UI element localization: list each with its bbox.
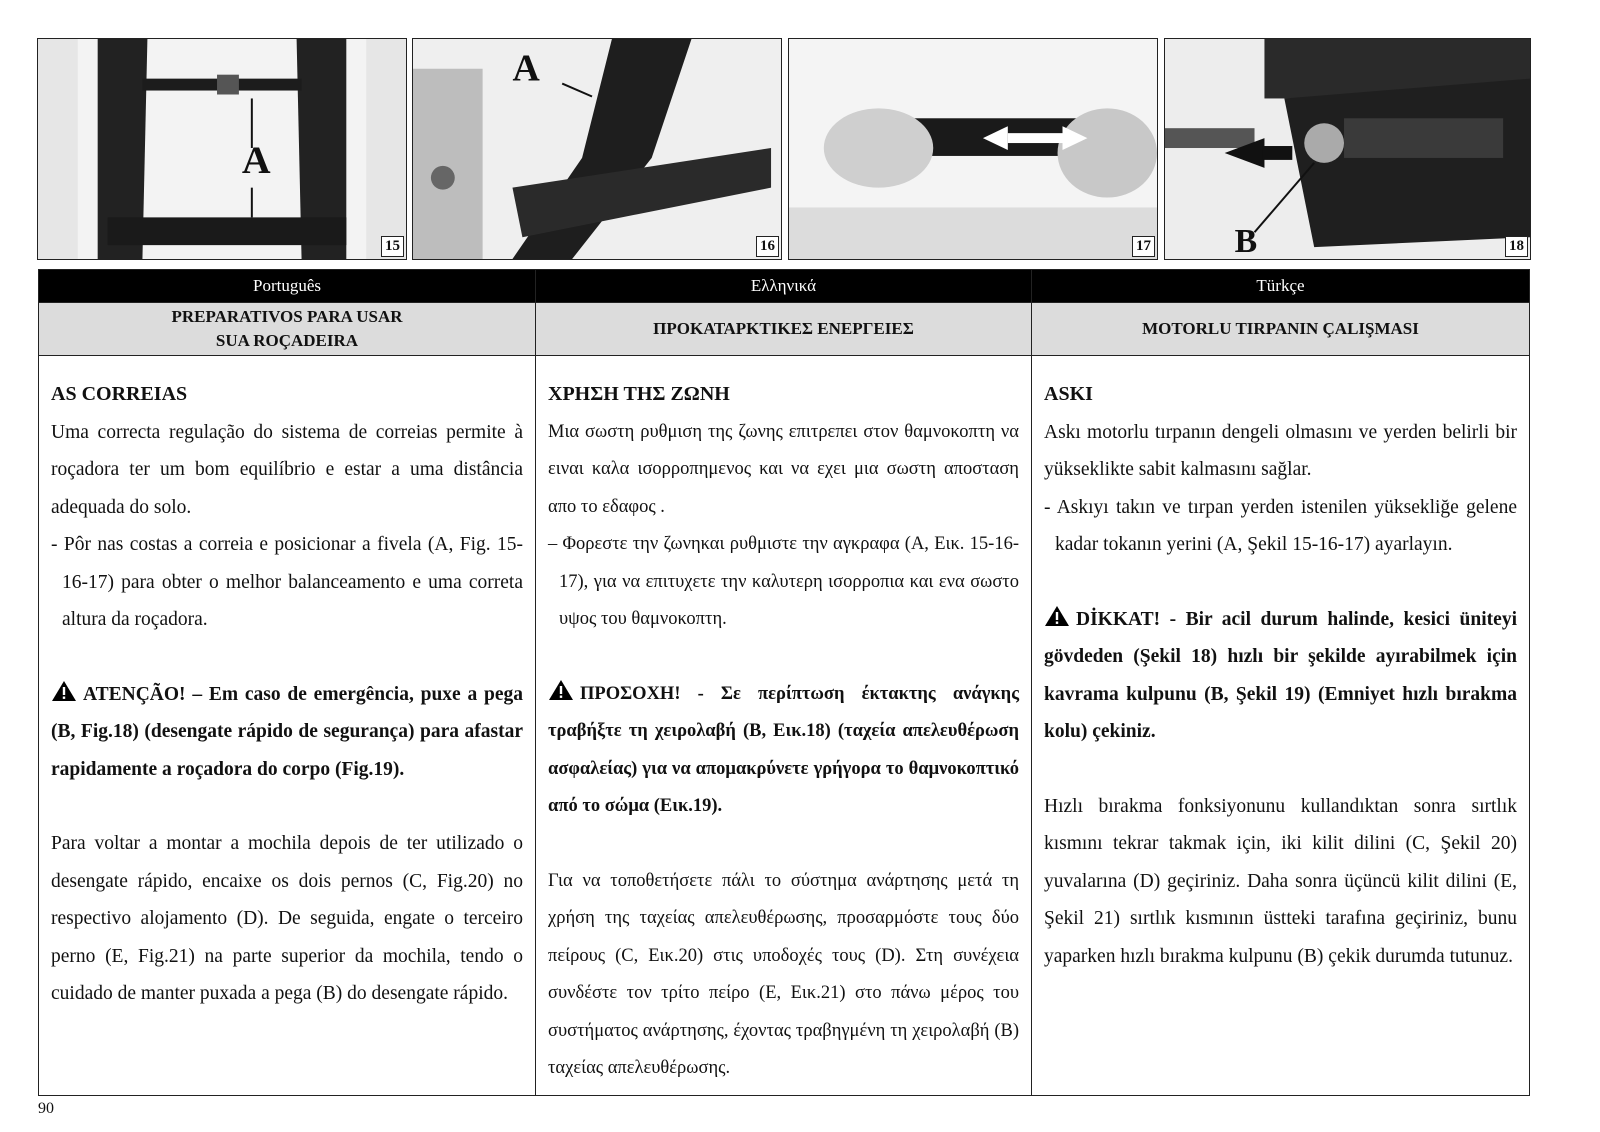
figure-18-label: B <box>1234 223 1258 259</box>
warning-text: ΠΡΟΣΟΧΗ! - Σε περίπτωση έκτακτης ανάγκης τραβήξτε τη χειρολαβή (Β, Εικ.18) (ταχεία απελευθέρωση ασφαλείας) για να απομακρύνετε γρήγορα το θαμνοκοπτικό από το σώμα (Εικ.19). <box>548 676 1019 826</box>
warning-icon <box>1044 605 1070 627</box>
language-header: Ελληνικά <box>536 270 1031 302</box>
warning-icon <box>548 679 574 701</box>
figure-17-number: 17 <box>1132 236 1155 257</box>
closing-text: Para voltar a montar a mochila depois de ter utilizado o desengate rápido, encaixe os dois pernos (C, Fig.20) no respectivo alojamento (D). De seguida, engate o terceiro perno (E, Fig.21) na parte superior da mochila, tendo o cuidado de manter puxada a pega (B) do desengate rápido. <box>51 833 523 1004</box>
figure-16-label: A <box>512 47 540 90</box>
figure-18-photo <box>1164 38 1531 260</box>
closing-text: Για να τοποθετήσετε πάλι το σύστημα ανάρτησης μετά τη χρήση της ταχείας απελευθέρωσης, προσαρμόστε τους δύο πείρους (C, Εικ.20) στις υποδοχές τους (D). Στη συνέχεια συνδέστε τον τρίτο πείρο (E, Εικ.21) στο πάνω μέρος του συστήματος ανάρτησης, έχοντας τραβηγμένη τη χειρολαβή (B) ταχείας απελευθέρωσης. <box>548 870 1019 1078</box>
section-title: MOTORLU TIRPANIN ÇALIŞMASI <box>1032 302 1529 356</box>
bullet-text: - Askıyı takın ve tırpan yerden istenilen yüksekliğe gelene kadar tokanın yerini (A, Şekil 15-16-17) ayarlayın. <box>1044 496 1517 555</box>
figure-16-number: 16 <box>756 236 779 257</box>
figure-18-number: 18 <box>1505 236 1528 257</box>
language-header: Türkçe <box>1032 270 1529 302</box>
warning-icon <box>51 680 77 702</box>
heading: ΧΡΗΣΗ ΤΗΣ ΖΩΝΗ <box>548 383 730 405</box>
section-title: PREPARATIVOS PARA USAR SUA ROÇADEIRA <box>39 302 535 356</box>
figure-17-photo <box>788 38 1158 260</box>
intro-text: Μια σωστη ρυθμιση της ζωνης επιτρεπει στον θαμνοκοπτη να ειναι καλα ισορροπημενος και να εχει μια σωστη αποσταση απο το εδαφος . <box>548 421 1019 517</box>
column-greek <box>535 270 1031 1095</box>
figure-15-label: A <box>241 137 271 182</box>
bullet-text: – Φορεστε την ζωνηκαι ρυθμιστε την αγκραφα (A, Εικ. 15-16-17), για να επιτυχετε την καλυτερη ισορροπια και ενα σωστο υψος του θαμνοκοπτη. <box>548 534 1019 629</box>
figure-16-photo <box>412 38 782 260</box>
heading: AS CORREIAS <box>51 383 188 405</box>
figure-15-photo <box>37 38 407 260</box>
figure-15-number: 15 <box>381 236 404 257</box>
column-portuguese <box>39 270 535 1095</box>
bullet-text: - Pôr nas costas a correia e posicionar a fivela (A, Fig. 15-16-17) para obter o melhor balanceamento e uma correta altura da roçadora. <box>51 534 523 630</box>
page-number: 90 <box>38 1100 54 1117</box>
instructions-table <box>38 269 1530 1096</box>
closing-text: Hızlı bırakma fonksiyonunu kullandıktan sonra sırtlık kısmını tekrar takmak için, iki kilit dilini (C, Şekil 20) yuvalarına (D) geçiriniz. Daha sonra üçüncü kilit dilini (E, Şekil 21) sırtlık kısmının üstteki tarafına geçiriniz, bunu yaparken hızlı bırakma kulpunu (B) çekik durumda tutunuz. <box>1044 795 1517 967</box>
language-header: Português <box>39 270 535 302</box>
intro-text: Askı motorlu tırpanın dengeli olmasını ve yerden belirli bir yükseklikte sabit kalmasını sağlar. <box>1044 421 1517 480</box>
intro-text: Uma correcta regulação do sistema de correias permite à roçadora ter um bom equilíbrio e estar a uma distância adequada do solo. <box>51 421 523 518</box>
warning-text: DİKKAT! - Bir acil durum halinde, kesici üniteyi gövdeden (Şekil 18) hızlı bir şekilde ayırabilmek için kavrama kulpunu (B, Şekil 19) (Emniyet hızlı bırakma kolu) çekiniz. <box>1044 601 1517 751</box>
column-turkish <box>1031 270 1529 1095</box>
heading: ASKI <box>1044 383 1093 405</box>
section-title: ΠΡΟΚΑΤΑΡΚΤΙΚΕΣ ΕΝΕΡΓΕΙΕΣ <box>536 302 1031 356</box>
warning-text: ATENÇÃO! – Em caso de emergência, puxe a pega (B, Fig.18) (desengate rápido de segurança) para afastar rapidamente a roçadora do corpo (Fig.19). <box>51 676 523 789</box>
